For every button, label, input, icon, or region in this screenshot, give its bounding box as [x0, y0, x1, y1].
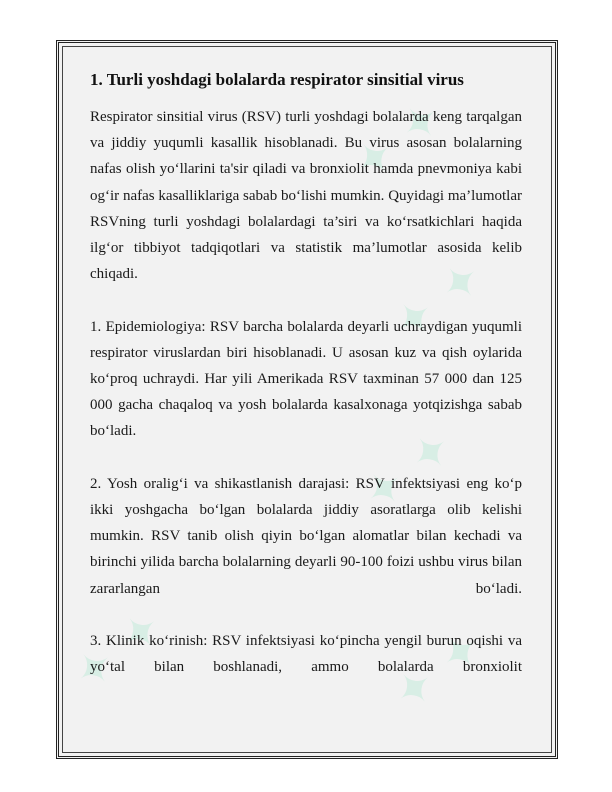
watermark-mark: ✦ ✦: [382, 248, 495, 352]
watermark-mark: ✦ ✦: [352, 418, 465, 522]
clinical-paragraph: 3. Klinik ko‘rinish: RSV infektsiyasi ko‘pincha yengil burun oqishi va yo‘tal bilan boshlanadi, ammo bolalarda bronxiolit: [90, 633, 522, 676]
epidemiology-paragraph: 1. Epidemiologiya: RSV barcha bolalarda deyarli uchraydigan yuqumli respirator viruslardan biri hisoblanadi. U asosan kuz va qish oylarida ko‘proq uchraydi. Har yili Amerikada RSV taxminan 57 000 dan 125 000 gacha chaqaloq va yosh bolalarda kasalxonaga yotqizishga sabab bo‘ladi.: [90, 318, 522, 440]
section-heading: 1. Turli yoshdagi bolalarda respirator sinsitial virus: [90, 70, 464, 89]
paragraph-gap: [90, 287, 522, 313]
document-content: [90, 70, 522, 680]
watermark-mark: ✦ ✦: [382, 618, 495, 722]
paragraph-gap: [90, 445, 522, 471]
watermark-mark: ✦ ✦: [62, 598, 175, 702]
watermark-mark: ✦ ✦: [342, 88, 455, 192]
intro-paragraph: Respirator sinsitial virus (RSV) turli yoshdagi bolalarda keng tarqalgan va jiddiy yuqumli kasallik hisoblanadi. Bu virus asosan bolalarning nafas olish yo‘llarini ta'sir qiladi va bronxiolit hamda pnevmoniya kabi og‘ir nafas kasalliklariga sabab bo‘lishi mumkin. Quyidagi ma’lumotlar RSVning turli yoshdagi bolalardagi ta’siri va ko‘rsatkichlari haqida ilg‘or tibbiyot tadqiqotlari va statistik ma’lumotlar asosida kelib chiqadi.: [90, 109, 522, 283]
paragraph-gap: [90, 602, 522, 628]
age-range-paragraph: 2. Yosh oralig‘i va shikastlanish darajasi: RSV infektsiyasi eng ko‘p ikki yoshgacha bo‘lgan bolalarda jiddiy asoratlarga olib kelishi mumkin. RSV tanib olish qiyin bo‘lgan alomatlar bilan kechadi va birinchi yilida barcha bolalarning deyarli 90-100 foizi ushbu virus bilan zararlangan bo‘ladi.: [90, 475, 522, 597]
